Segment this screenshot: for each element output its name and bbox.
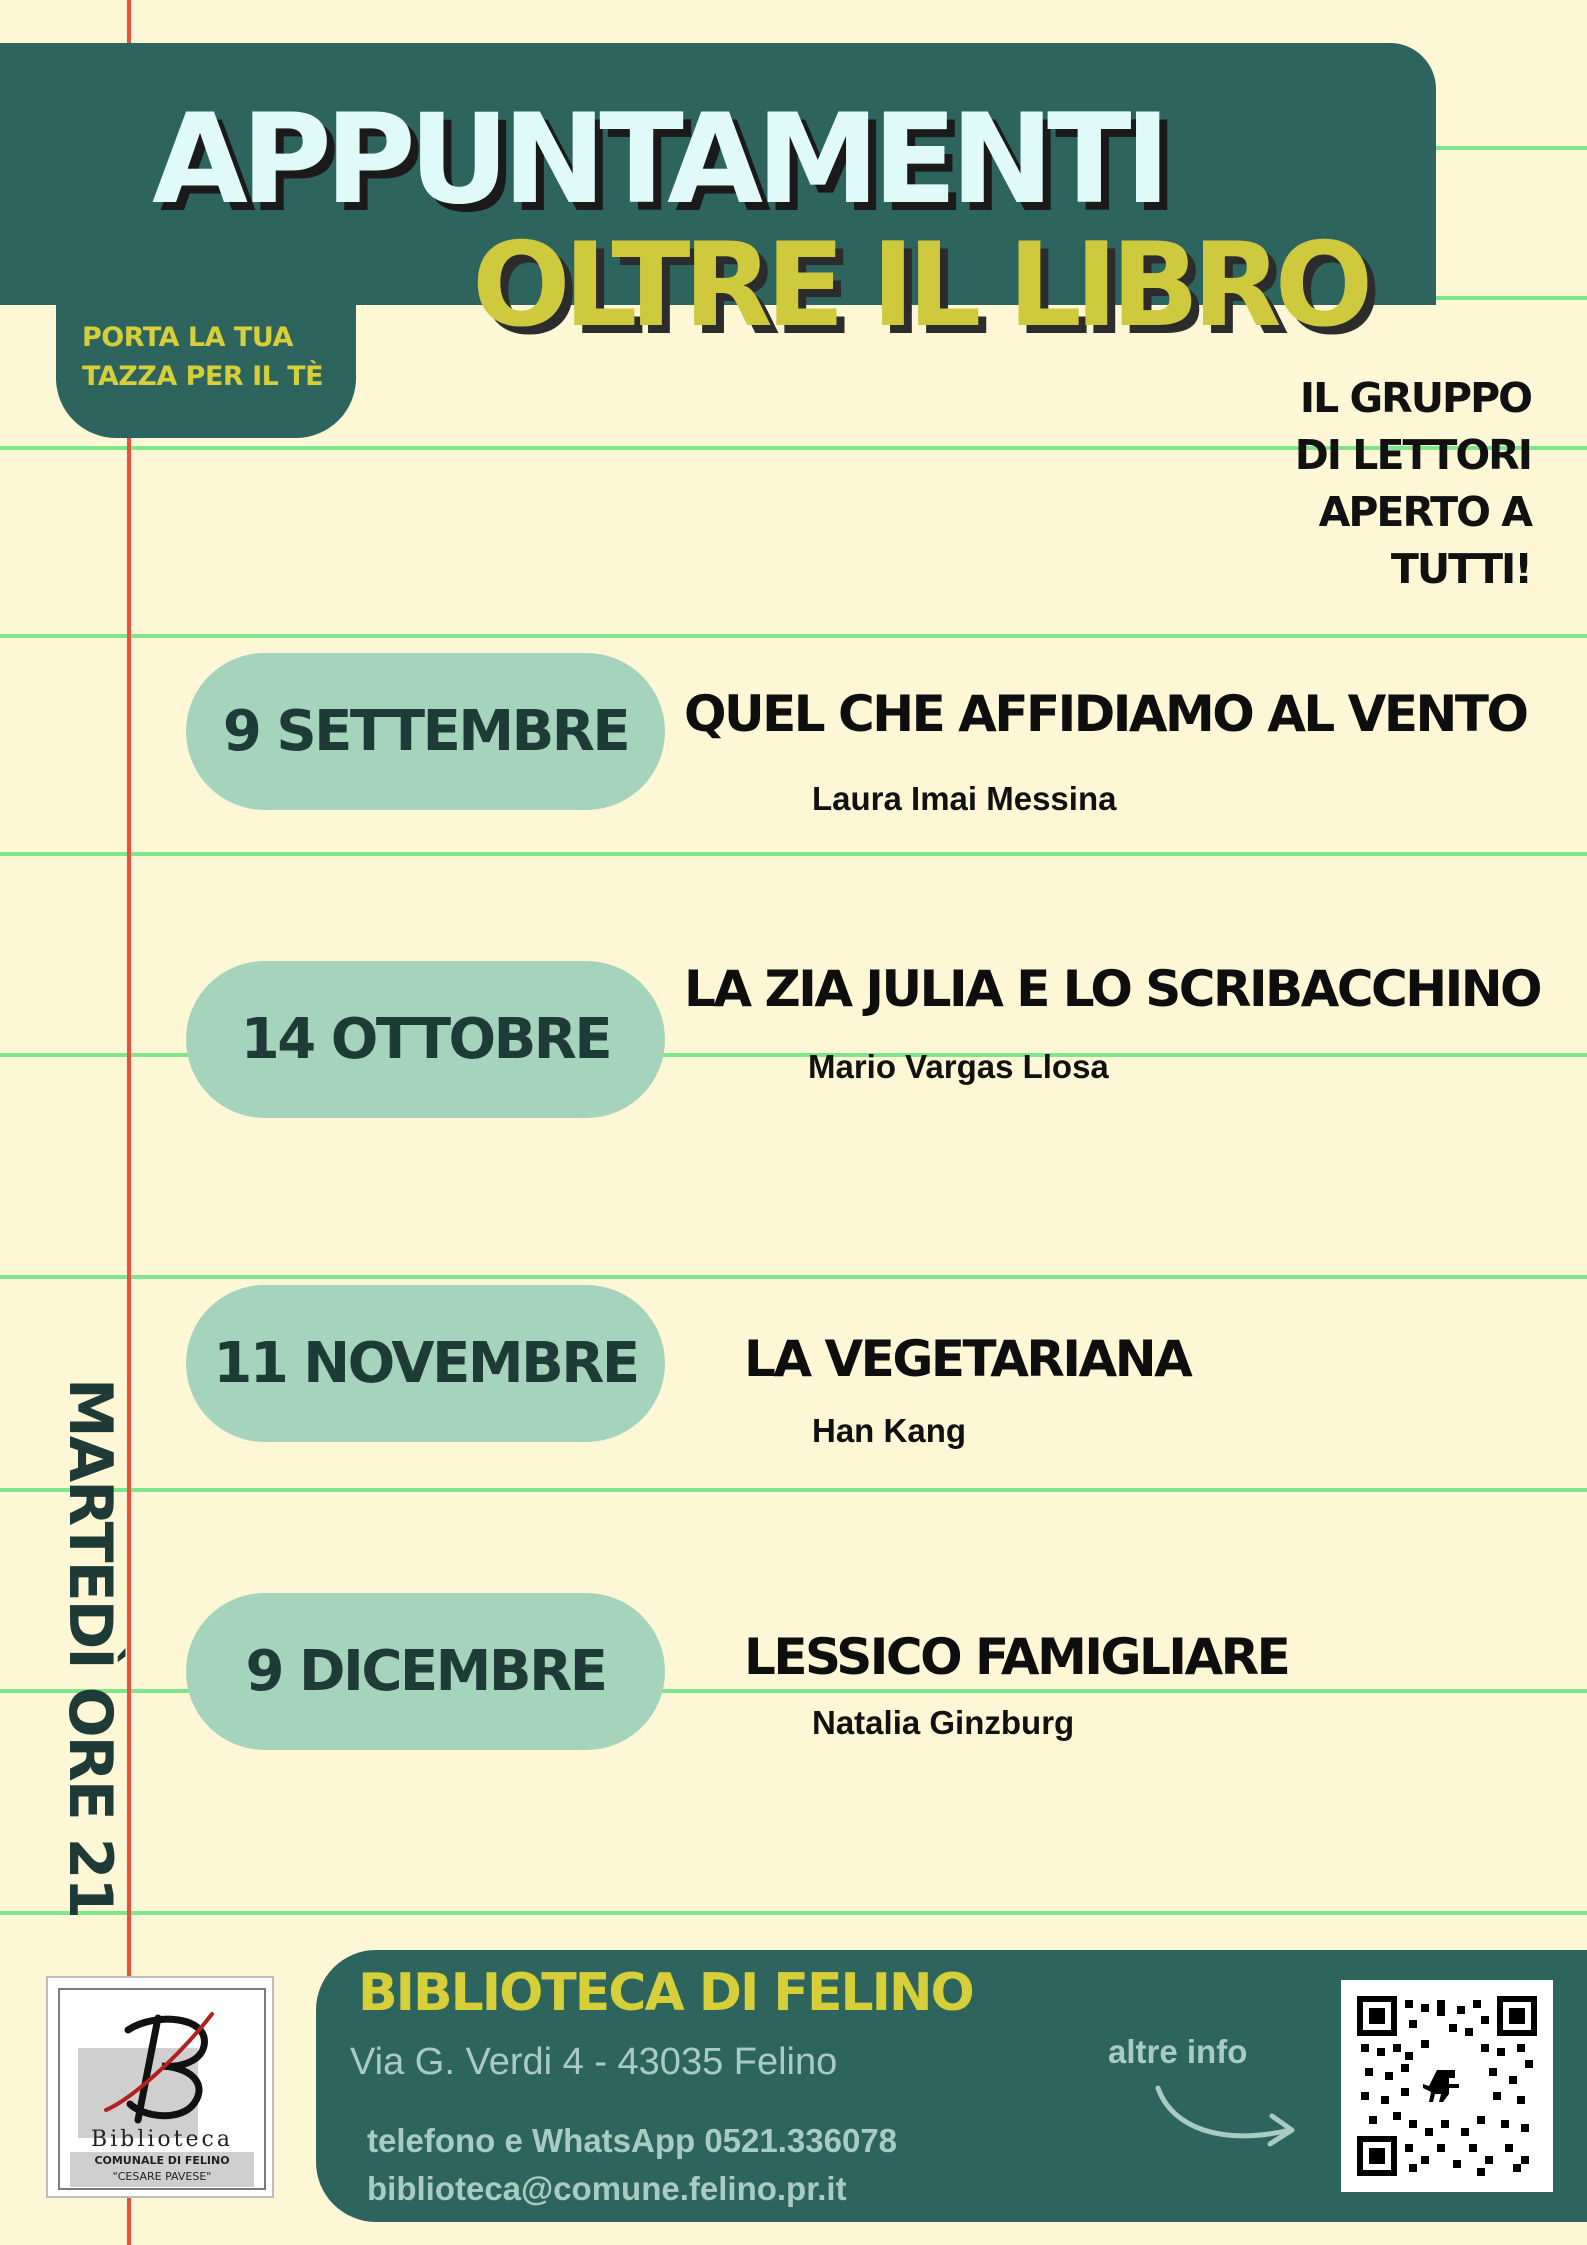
ruled-line	[0, 1911, 1587, 1915]
logo-word: Biblioteca	[91, 2127, 233, 2152]
tea-line-2: TAZZA PER IL TÈ	[82, 361, 324, 392]
title-line-1: APPUNTAMENTI	[152, 88, 1164, 232]
date-pill: 11 NOVEMBRE	[186, 1285, 665, 1442]
footer-phone[interactable]: telefono e WhatsApp 0521.336078	[367, 2122, 898, 2159]
date-pill: 9 DICEMBRE	[186, 1593, 665, 1750]
library-logo-icon	[100, 2008, 230, 2128]
curved-arrow-icon	[1152, 2080, 1302, 2160]
day-time-label: MARTEDÌ ORE 21	[55, 1378, 125, 1918]
ruled-line	[0, 634, 1587, 638]
qr-code-icon	[1357, 1996, 1537, 2176]
date-pill: 14 OTTOBRE	[186, 961, 665, 1118]
title-line-2: OLTRE IL LIBRO	[472, 218, 1367, 353]
book-title: LA ZIA JULIA E LO SCRIBACCHINO	[684, 960, 1541, 1018]
footer-email[interactable]: biblioteca@comune.felino.pr.it	[367, 2170, 847, 2207]
book-title: LESSICO FAMIGLIARE	[744, 1628, 1289, 1686]
book-title: QUEL CHE AFFIDIAMO AL VENTO	[684, 685, 1527, 743]
group-line-1: IL GRUPPO	[1299, 374, 1531, 422]
footer-address: Via G. Verdi 4 - 43035 Felino	[350, 2041, 838, 2083]
ruled-line	[0, 1488, 1587, 1492]
book-title: LA VEGETARIANA	[744, 1330, 1191, 1388]
group-line-2: DI LETTORI	[1294, 431, 1531, 479]
group-line-4: TUTTI!	[1390, 545, 1531, 593]
logo-sub-line-1: COMUNALE DI FELINO	[94, 2154, 230, 2167]
logo-sub-line-2: "CESARE PAVESE"	[112, 2170, 212, 2183]
group-note	[1201, 370, 1531, 598]
qr-code[interactable]	[1341, 1980, 1553, 2192]
logo-subtitle	[70, 2152, 254, 2187]
book-author: Han Kang	[812, 1412, 967, 1449]
footer-library-name: BIBLIOTECA DI FELINO	[358, 1963, 973, 2023]
book-author: Natalia Ginzburg	[812, 1704, 1075, 1741]
ruled-line	[0, 852, 1587, 856]
date-pill: 9 SETTEMBRE	[186, 653, 665, 810]
more-info-label: altre info	[1108, 2033, 1248, 2070]
group-line-3: APERTO A	[1318, 488, 1531, 536]
ruled-line	[0, 1275, 1587, 1279]
library-logo	[46, 1976, 274, 2198]
tea-line-1: PORTA LA TUA	[82, 322, 293, 353]
book-author: Laura Imai Messina	[812, 780, 1117, 817]
book-author: Mario Vargas Llosa	[808, 1048, 1109, 1085]
tea-note	[82, 318, 362, 396]
